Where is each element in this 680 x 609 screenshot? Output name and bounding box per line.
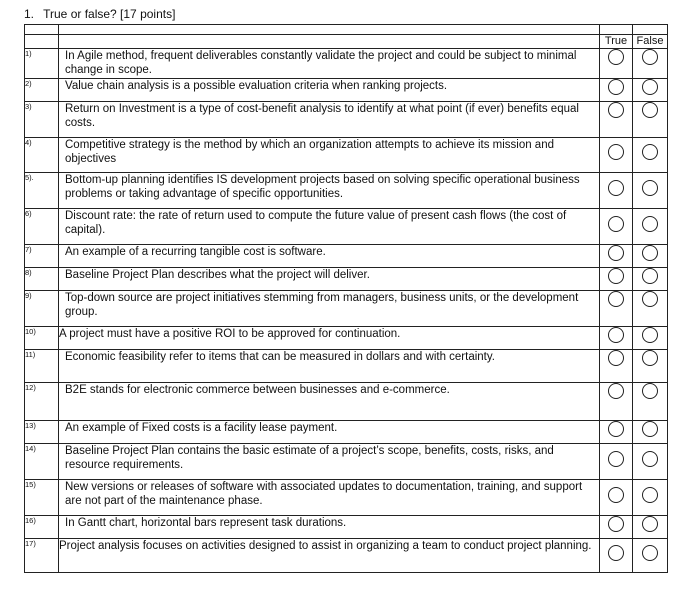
question-num: 14) bbox=[25, 444, 59, 480]
true-radio[interactable] bbox=[608, 451, 624, 467]
table-row bbox=[25, 138, 668, 173]
question-text: Baseline Project Plan describes what the project will deliver. bbox=[59, 268, 600, 291]
table-row bbox=[25, 444, 668, 480]
table-row bbox=[25, 49, 668, 79]
true-option-cell bbox=[600, 268, 633, 291]
true-option-cell bbox=[600, 350, 633, 383]
false-option-cell bbox=[633, 79, 668, 102]
false-option-cell bbox=[633, 327, 668, 350]
table-row bbox=[25, 245, 668, 268]
false-option-cell bbox=[633, 480, 668, 516]
table-row bbox=[25, 327, 668, 350]
false-option-cell bbox=[633, 539, 668, 573]
table-row bbox=[25, 291, 668, 327]
question-text: An example of Fixed costs is a facility lease payment. bbox=[59, 421, 600, 444]
question-text: B2E stands for electronic commerce between businesses and e-commerce. bbox=[59, 383, 600, 421]
false-option-cell bbox=[633, 209, 668, 245]
question-num: 15) bbox=[25, 480, 59, 516]
question-num: 2) bbox=[25, 79, 59, 102]
table-header-row bbox=[25, 35, 668, 49]
question-num: 12) bbox=[25, 383, 59, 421]
true-option-cell bbox=[600, 173, 633, 209]
question-num: 17) bbox=[25, 539, 59, 573]
false-radio[interactable] bbox=[642, 383, 658, 399]
question-number: 1. bbox=[24, 7, 35, 21]
table-top-row bbox=[25, 25, 668, 35]
true-radio[interactable] bbox=[608, 268, 624, 284]
table-row bbox=[25, 102, 668, 138]
true-radio[interactable] bbox=[608, 216, 624, 232]
true-false-table bbox=[24, 24, 668, 573]
question-num: 13) bbox=[25, 421, 59, 444]
false-option-cell bbox=[633, 383, 668, 421]
table-row bbox=[25, 173, 668, 209]
question-text: Project analysis focuses on activities designed to assist in organizing a team to conduct project planning. bbox=[59, 539, 600, 573]
table-row bbox=[25, 421, 668, 444]
table-row bbox=[25, 516, 668, 539]
false-radio[interactable] bbox=[642, 451, 658, 467]
question-num: 10) bbox=[25, 327, 59, 350]
true-option-cell bbox=[600, 49, 633, 79]
question-text: An example of a recurring tangible cost is software. bbox=[59, 245, 600, 268]
question-text: Baseline Project Plan contains the basic estimate of a project’s scope, benefits, costs, risks, and resource requirements. bbox=[59, 444, 600, 480]
true-radio[interactable] bbox=[608, 383, 624, 399]
false-radio[interactable] bbox=[642, 79, 658, 95]
blank-cell bbox=[633, 25, 668, 35]
true-radio[interactable] bbox=[608, 350, 624, 366]
question-text: In Gantt chart, horizontal bars represent task durations. bbox=[59, 516, 600, 539]
question-text: Competitive strategy is the method by which an organization attempts to achieve its mission and objectives bbox=[59, 138, 600, 173]
false-column-header: False bbox=[633, 35, 668, 49]
false-radio[interactable] bbox=[642, 180, 658, 196]
false-option-cell bbox=[633, 268, 668, 291]
table-row bbox=[25, 539, 668, 573]
question-num: 16) bbox=[25, 516, 59, 539]
question-text: New versions or releases of software with associated updates to documentation, training, and support are not part of the maintenance phase. bbox=[59, 480, 600, 516]
false-radio[interactable] bbox=[642, 49, 658, 65]
false-radio[interactable] bbox=[642, 545, 658, 561]
false-option-cell bbox=[633, 173, 668, 209]
false-radio[interactable] bbox=[642, 291, 658, 307]
true-option-cell bbox=[600, 421, 633, 444]
true-radio[interactable] bbox=[608, 327, 624, 343]
false-radio[interactable] bbox=[642, 144, 658, 160]
false-option-cell bbox=[633, 245, 668, 268]
true-radio[interactable] bbox=[608, 245, 624, 261]
question-num: 3) bbox=[25, 102, 59, 138]
false-option-cell bbox=[633, 350, 668, 383]
true-radio[interactable] bbox=[608, 144, 624, 160]
false-radio[interactable] bbox=[642, 268, 658, 284]
table-row bbox=[25, 383, 668, 421]
question-text: Top-down source are project initiatives stemming from managers, business units, or the development group. bbox=[59, 291, 600, 327]
true-radio[interactable] bbox=[608, 291, 624, 307]
true-option-cell bbox=[600, 138, 633, 173]
false-radio[interactable] bbox=[642, 245, 658, 261]
blank-cell bbox=[59, 35, 600, 49]
table-row bbox=[25, 268, 668, 291]
false-radio[interactable] bbox=[642, 421, 658, 437]
false-option-cell bbox=[633, 138, 668, 173]
true-option-cell bbox=[600, 327, 633, 350]
true-radio[interactable] bbox=[608, 180, 624, 196]
question-num: 6) bbox=[25, 209, 59, 245]
question-num: 4) bbox=[25, 138, 59, 173]
true-option-cell bbox=[600, 480, 633, 516]
table-row bbox=[25, 480, 668, 516]
question-text: Discount rate: the rate of return used to compute the future value of present cash flows (the cost of capital). bbox=[59, 209, 600, 245]
question-title: True or false? [17 points] bbox=[43, 7, 176, 21]
table-row bbox=[25, 79, 668, 102]
true-option-cell bbox=[600, 102, 633, 138]
true-radio[interactable] bbox=[608, 79, 624, 95]
true-option-cell bbox=[600, 383, 633, 421]
question-num: 5). bbox=[25, 173, 59, 209]
false-radio[interactable] bbox=[642, 216, 658, 232]
true-radio[interactable] bbox=[608, 49, 624, 65]
true-option-cell bbox=[600, 444, 633, 480]
false-radio[interactable] bbox=[642, 487, 658, 503]
question-text: Value chain analysis is a possible evaluation criteria when ranking projects. bbox=[59, 79, 600, 102]
blank-cell bbox=[59, 25, 600, 35]
false-radio[interactable] bbox=[642, 350, 658, 366]
true-radio[interactable] bbox=[608, 516, 624, 532]
blank-cell bbox=[600, 25, 633, 35]
false-option-cell bbox=[633, 291, 668, 327]
question-num: 7) bbox=[25, 245, 59, 268]
question-num: 8) bbox=[25, 268, 59, 291]
question-num: 11) bbox=[25, 350, 59, 383]
false-option-cell bbox=[633, 444, 668, 480]
question-text: In Agile method, frequent deliverables constantly validate the project and could be subject to minimal change in scope. bbox=[59, 49, 600, 79]
blank-cell bbox=[25, 25, 59, 35]
question-text: Return on Investment is a type of cost-benefit analysis to identify at what point (if ever) benefits equal costs. bbox=[59, 102, 600, 138]
true-option-cell bbox=[600, 291, 633, 327]
table-row bbox=[25, 350, 668, 383]
false-radio[interactable] bbox=[642, 102, 658, 118]
question-num: 9) bbox=[25, 291, 59, 327]
false-option-cell bbox=[633, 49, 668, 79]
question-heading bbox=[24, 6, 175, 22]
true-column-header: True bbox=[600, 35, 633, 49]
true-radio[interactable] bbox=[608, 487, 624, 503]
true-option-cell bbox=[600, 539, 633, 573]
true-option-cell bbox=[600, 79, 633, 102]
true-option-cell bbox=[600, 516, 633, 539]
false-option-cell bbox=[633, 516, 668, 539]
true-radio[interactable] bbox=[608, 545, 624, 561]
question-text: Bottom-up planning identifies IS development projects based on solving specific operational business problems or taking advantage of specific opportunities. bbox=[59, 173, 600, 209]
false-radio[interactable] bbox=[642, 516, 658, 532]
blank-cell bbox=[25, 35, 59, 49]
table-row bbox=[25, 209, 668, 245]
true-option-cell bbox=[600, 245, 633, 268]
question-num: 1) bbox=[25, 49, 59, 79]
false-option-cell bbox=[633, 421, 668, 444]
true-radio[interactable] bbox=[608, 421, 624, 437]
false-option-cell bbox=[633, 102, 668, 138]
true-radio[interactable] bbox=[608, 102, 624, 118]
false-radio[interactable] bbox=[642, 327, 658, 343]
question-text: A project must have a positive ROI to be approved for continuation. bbox=[59, 327, 600, 350]
question-text: Economic feasibility refer to items that can be measured in dollars and with certainty. bbox=[59, 350, 600, 383]
true-option-cell bbox=[600, 209, 633, 245]
